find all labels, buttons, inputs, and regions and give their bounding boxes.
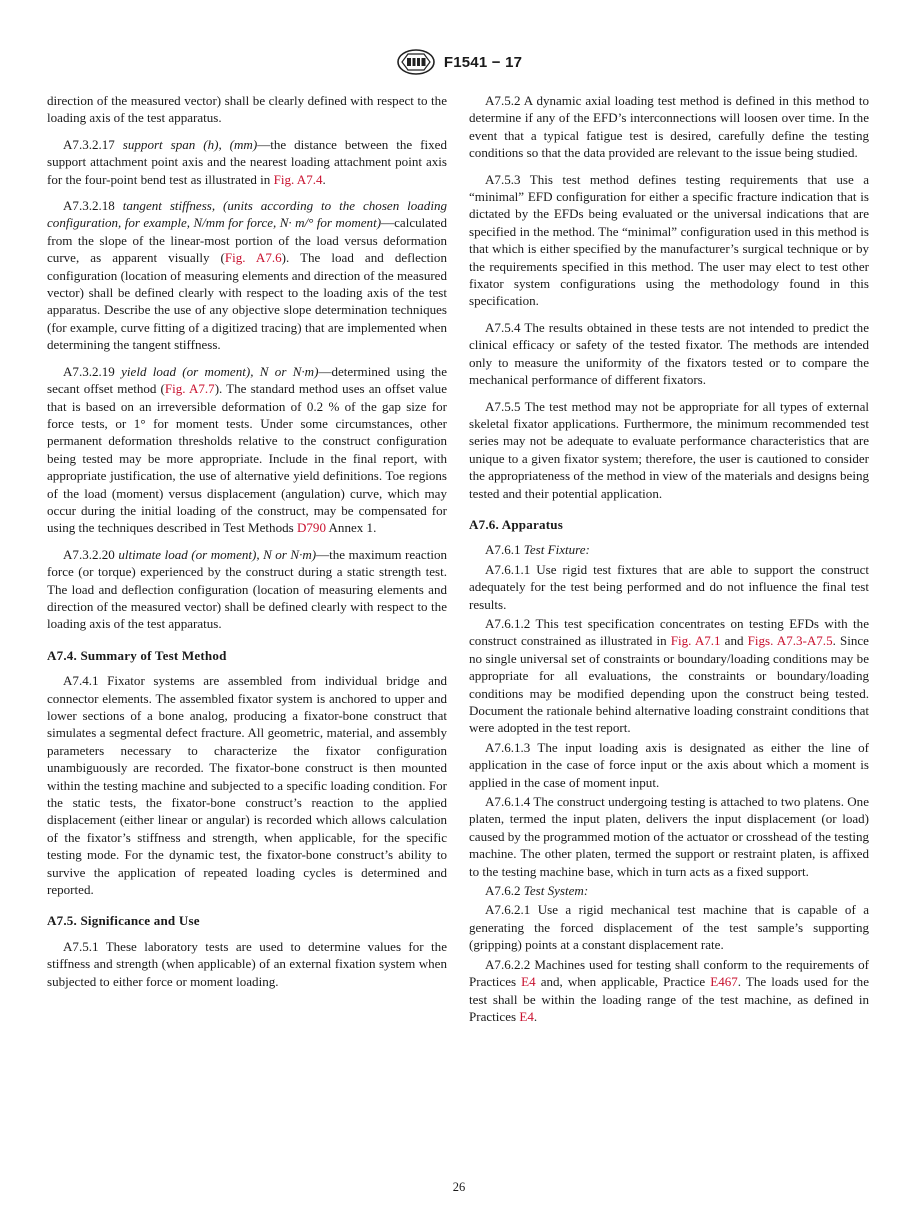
page-number: 26 xyxy=(452,1180,466,1194)
link-e4[interactable]: E4 xyxy=(521,974,536,990)
link-d790[interactable]: D790 xyxy=(296,520,326,536)
paragraph-a7-5-2: A7.5.2 A dynamic axial loading test method is defined in this method to determine if any of the EFD’s interconnections will loosen over time. In the event that a typical fatigue test is desired, carefully define the testing conditions so that the data provided are relevant to the issue being studied. xyxy=(469,93,869,161)
right-column xyxy=(469,92,869,1027)
paragraph-a7-6-1-2: A7.6.1.2 This test specification concentrates on testing EFDs with the construct constrained as illustrated in Fig. A7.1 and Figs. A7.3-A7.5. Since no single universal set of constraints or boundary/loading conditions may be appropriate for all evaluations, the constraints or boundary/loading conditions may be modified depending upon the construct being tested. Document the rationale behind alternative loading constraint conditions that were adopted in the test report. xyxy=(469,615,869,736)
term: support span (h), (mm) xyxy=(122,136,258,152)
paragraph-a7-6-1-3: A7.6.1.3 The input loading axis is designated as either the line of application in the case of force input or the axis about which a moment is applied in the case of moment input. xyxy=(469,739,869,790)
paragraph-a7-5-3: A7.5.3 This test method defines testing requirements that use a “minimal” EFD configuration for either a specific fracture indication that is dictated by the EFDs being evaluated or the universal indications that are specified in the method. The “minimal” configuration used in this method is that which is either specified by the manufacturer’s surgical technique or by the requirements specified in this method. The user may elect to test other fixator system configurations using the methodology found in this specification. xyxy=(469,171,869,309)
section-heading-significance: A7.5. Significance and Use xyxy=(47,913,200,929)
paragraph-a7-6-1-4: A7.6.1.4 The construct undergoing testing is attached to two platens. One platen, termed the input platen, delivers the input displacement (or load) caused by the programmed motion of the actuator or crosshead of the testing machine. The other platen, termed the support or restraint platen, is affixed to the testing machine base, which in turn acts as a fixed support. xyxy=(469,794,869,879)
link-fig-a7-1[interactable]: Fig. A7.1 xyxy=(670,633,721,649)
term: tangent stiffness, (units according to the chosen loading configuration, for example, N/mm for force, N· m/° for moment) xyxy=(47,198,448,231)
paragraph-a7-5-1: A7.5.1 These laboratory tests are used to determine values for the stiffness and strength (when applicable) of an external fixation system when subjected to either force or moment loading. xyxy=(47,938,447,989)
paragraph-a7-6-2: A7.6.2 Test System: xyxy=(485,883,589,899)
link-fig-a7-4[interactable]: Fig. A7.4 xyxy=(273,171,323,187)
paragraph-a7-6-1-1: A7.6.1.1 Use rigid test fixtures that are able to support the construct adequately for the test being performed and do not influence the final test results. xyxy=(469,561,869,612)
page-header xyxy=(0,48,918,76)
link-e467[interactable]: E467 xyxy=(710,974,738,990)
paragraph-a7-5-5: A7.5.5 The test method may not be appropriate for all types of external skeletal fixator applications. Furthermore, the minimum recommended test series may not be adequate to evaluate performance characteristics that are unique to a given fixator system; therefore, the user is cautioned to consider the appropriateness of the method in view of the materials and designs being tested and their potential application. xyxy=(469,398,869,501)
link-a7-5[interactable]: A7.5 xyxy=(806,633,833,649)
paragraph-a7-3-2-17: A7.3.2.17 support span (h), (mm)—the distance between the fixed support attachment point axis and the nearest loading attachment point axis for the four-point bend test as illustrated in Fig. A7.4. xyxy=(47,136,447,187)
paragraph-a7-4-1: A7.4.1 Fixator systems are assembled from individual bridge and connector elements. The assembled fixator system is anchored to upper and lower sections of a bone analog, producing a fixator-bone construct that simulates a segmental defect fracture. All geometric, material, and assembly parameters necessary to characterize the fixator configuration unambiguously are recorded. The fixator-bone construct is then mounted within the testing machine and subjected to a specific loading condition. For the static tests, the fixator-bone construct’s reaction to the applied displacement (either linear or angular) is recorded which allows calculation of the fixator’s stiffness and strength, when applicable, for the specific testing mode. For the dynamic test, the fixator-bone construct’s ability to survive the application of repeated loading cycles is determined and reported. xyxy=(47,673,447,898)
link-fig-a7-6[interactable]: Fig. A7.6 xyxy=(224,250,282,266)
term: Test System: xyxy=(523,883,589,899)
paragraph-a7-6-2-1: A7.6.2.1 Use a rigid mechanical test machine that is capable of a generating the forced displacement of the test sample’s supporting (gripping) points at a constant displacement rate. xyxy=(469,902,869,953)
term: ultimate load (or moment), N or N·m) xyxy=(118,546,317,562)
paragraph-a7-3-2-18: A7.3.2.18 tangent stiffness, (units according to the chosen loading configuration, for example, N/mm for force, N· m/° for moment)—calculated from the slope of the linear-most portion of the load versus deformation curve, as apparent visually (Fig. A7.6). The load and deflection configuration (location of measuring elements and direction of the measured vector) shall be defined clearly with respect to the loading axis of the test apparatus. Describe the use of any objective slope determination techniques (for example, curve fitting of a digitized tracing) that are implemented when determining the tangent stiffness. xyxy=(47,198,448,353)
term: yield load (or moment), N or N·m) xyxy=(121,363,319,379)
paragraph-a7-3-2-20: A7.3.2.20 ultimate load (or moment), N or N·m)—the maximum reaction force (or torque) experienced by the construct during a static strength test. The load and deflection configuration (location of measuring elements and direction of the measured vector) shall be defined clearly with respect to the loading axis of the test apparatus. xyxy=(47,546,447,632)
paragraph-a7-6-1: A7.6.1 Test Fixture: xyxy=(485,542,590,558)
term: Test Fixture: xyxy=(523,542,590,558)
document-title: F1541 − 17 xyxy=(443,53,523,71)
left-column xyxy=(47,92,447,999)
link-e4-second[interactable]: E4 xyxy=(519,1008,534,1024)
paragraph-a7-6-2-2: A7.6.2.2 Machines used for testing shall conform to the requirements of Practices E4 and, when applicable, Practice E467. The loads used for the test shall be within the loading range of the test machine, as defined in Practices E4. xyxy=(469,956,869,1024)
link-fig-a7-7[interactable]: Fig. A7.7 xyxy=(164,381,215,397)
paragraph-a7-3-2-19: A7.3.2.19 yield load (or moment), N or N·m)—determined using the secant offset method (Fig. A7.7). The standard method uses an offset value that is based on an irreversible deformation of 0.2 % of the gap size for force tests, or 1° for moment tests. Under some circumstances, other permanent deformation thresholds relative to the construct configuration being tested may be more appropriate. Include in the final report, with appropriate justification, the use of alternative yield definitions. Toe regions of the load (moment) versus displacement (angulation) curve, which may occur during the initial loading of the construct, may be compensated for using the techniques described in Test Methods D790 Annex 1. xyxy=(47,363,447,536)
paragraph: direction of the measured vector) shall be clearly defined with respect to the loading axis of the test apparatus. xyxy=(47,93,447,126)
section-heading-summary: A7.4. Summary of Test Method xyxy=(47,647,227,663)
paragraph-a7-5-4: A7.5.4 The results obtained in these tests are not intended to predict the clinical efficacy or safety of the tested fixator. The methods are intended only to measure the uniformity of the fixators tested or to compare the mechanical performance of different fixators. xyxy=(469,319,869,388)
astm-logo-icon xyxy=(396,48,436,76)
link-figs-a7-3[interactable]: Figs. A7.3 xyxy=(747,633,803,649)
section-heading-apparatus: A7.6. Apparatus xyxy=(469,516,563,532)
